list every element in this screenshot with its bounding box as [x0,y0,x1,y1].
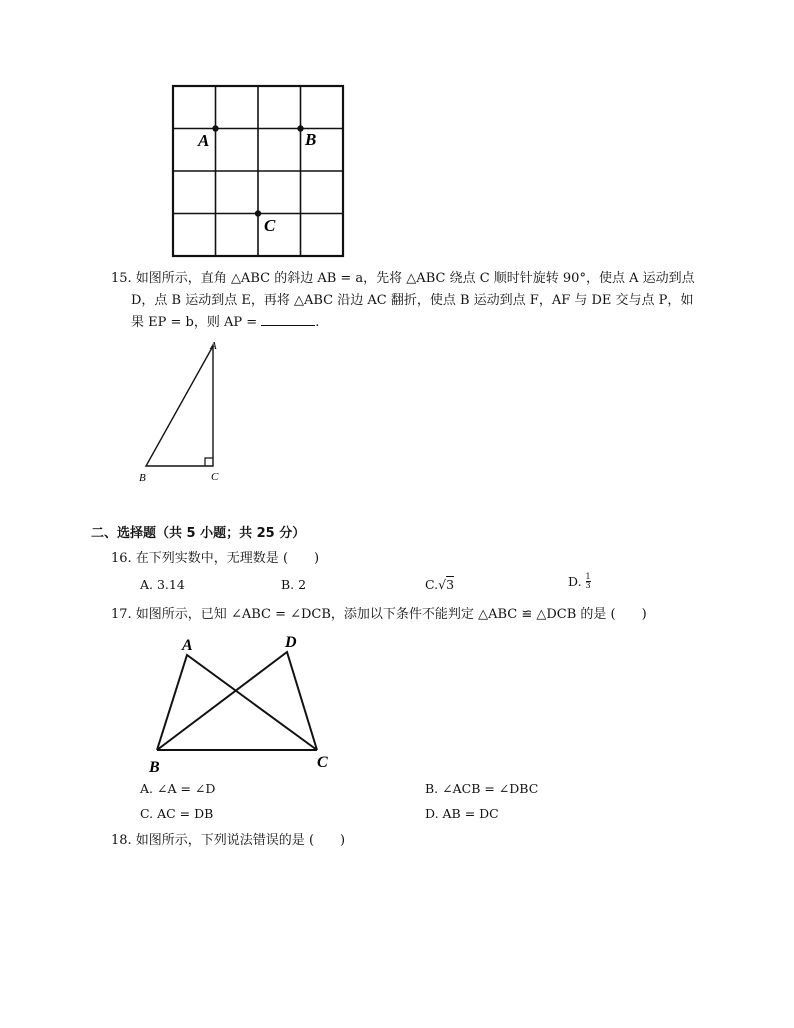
right-triangle-figure [132,336,232,488]
q18-stem: 18. 如图所示，下列说法错误的是 ( ) [111,833,346,848]
point-b [297,125,303,131]
q16-option-c[interactable] [425,577,454,592]
q17-option-a[interactable]: A. ∠A = ∠D [140,781,216,796]
q16-option-d[interactable] [568,573,591,590]
crossed-triangles-figure [140,630,370,780]
q16-option-d-prefix: D. [568,574,582,589]
q17-option-c[interactable]: C. AC = DB [140,806,214,821]
label-d: D [285,634,297,651]
q17-stem: 17. 如图所示，已知 ∠ABC = ∠DCB，添加以下条件不能判定 △ABC ≌ △DCB 的是 ( ) [111,607,647,622]
triangle-abc [146,346,213,466]
q15-line2: D，点 B 运动到点 E，再将 △ABC 沿边 AC 翻折，使点 B 运动到点 F，AF 与 DE 交与点 P，如 [131,293,694,308]
q17-option-d[interactable]: D. AB = DC [425,806,499,821]
point-a [212,125,218,131]
sqrt-symbol: √ [438,577,447,592]
segment-b-d-c [157,652,317,750]
q16-option-c-prefix: C. [425,577,439,592]
q16-option-a[interactable]: A. 3.14 [140,577,185,592]
fraction-denominator: 3 [585,581,591,590]
q16-option-b[interactable]: B. 2 [281,577,307,592]
q15-line3-text: 果 EP = b，则 AP = [131,315,258,330]
fraction [586,573,591,590]
grid-figure [168,82,352,262]
q15-line1: 15. 如图所示，直角 △ABC 的斜边 AB = a，先将 △ABC 绕点 C 顺时针旋转 90°，使点 A 运动到点 [111,271,695,286]
label-b: B [139,472,146,484]
q16-option-c-radicand: 3 [446,577,455,592]
label-a: A [210,340,217,352]
label-b: B [305,130,317,149]
label-c: C [317,754,328,771]
label-a: A [198,131,210,150]
q15-line3-end: . [315,315,320,330]
section-title: 二、选择题（共 5 小题；共 25 分） [91,526,306,541]
q16-stem: 16. 在下列实数中，无理数是 ( ) [111,551,320,566]
label-a: A [182,637,193,654]
label-b: B [149,759,160,776]
label-c: C [211,471,219,483]
answer-blank[interactable] [261,313,315,326]
fraction-numerator: 1 [585,572,591,581]
point-c [255,210,261,216]
q17-option-b[interactable]: B. ∠ACB = ∠DBC [425,781,539,796]
right-angle-mark [205,458,213,466]
label-c: C [264,216,276,235]
q15-line3 [131,312,319,333]
